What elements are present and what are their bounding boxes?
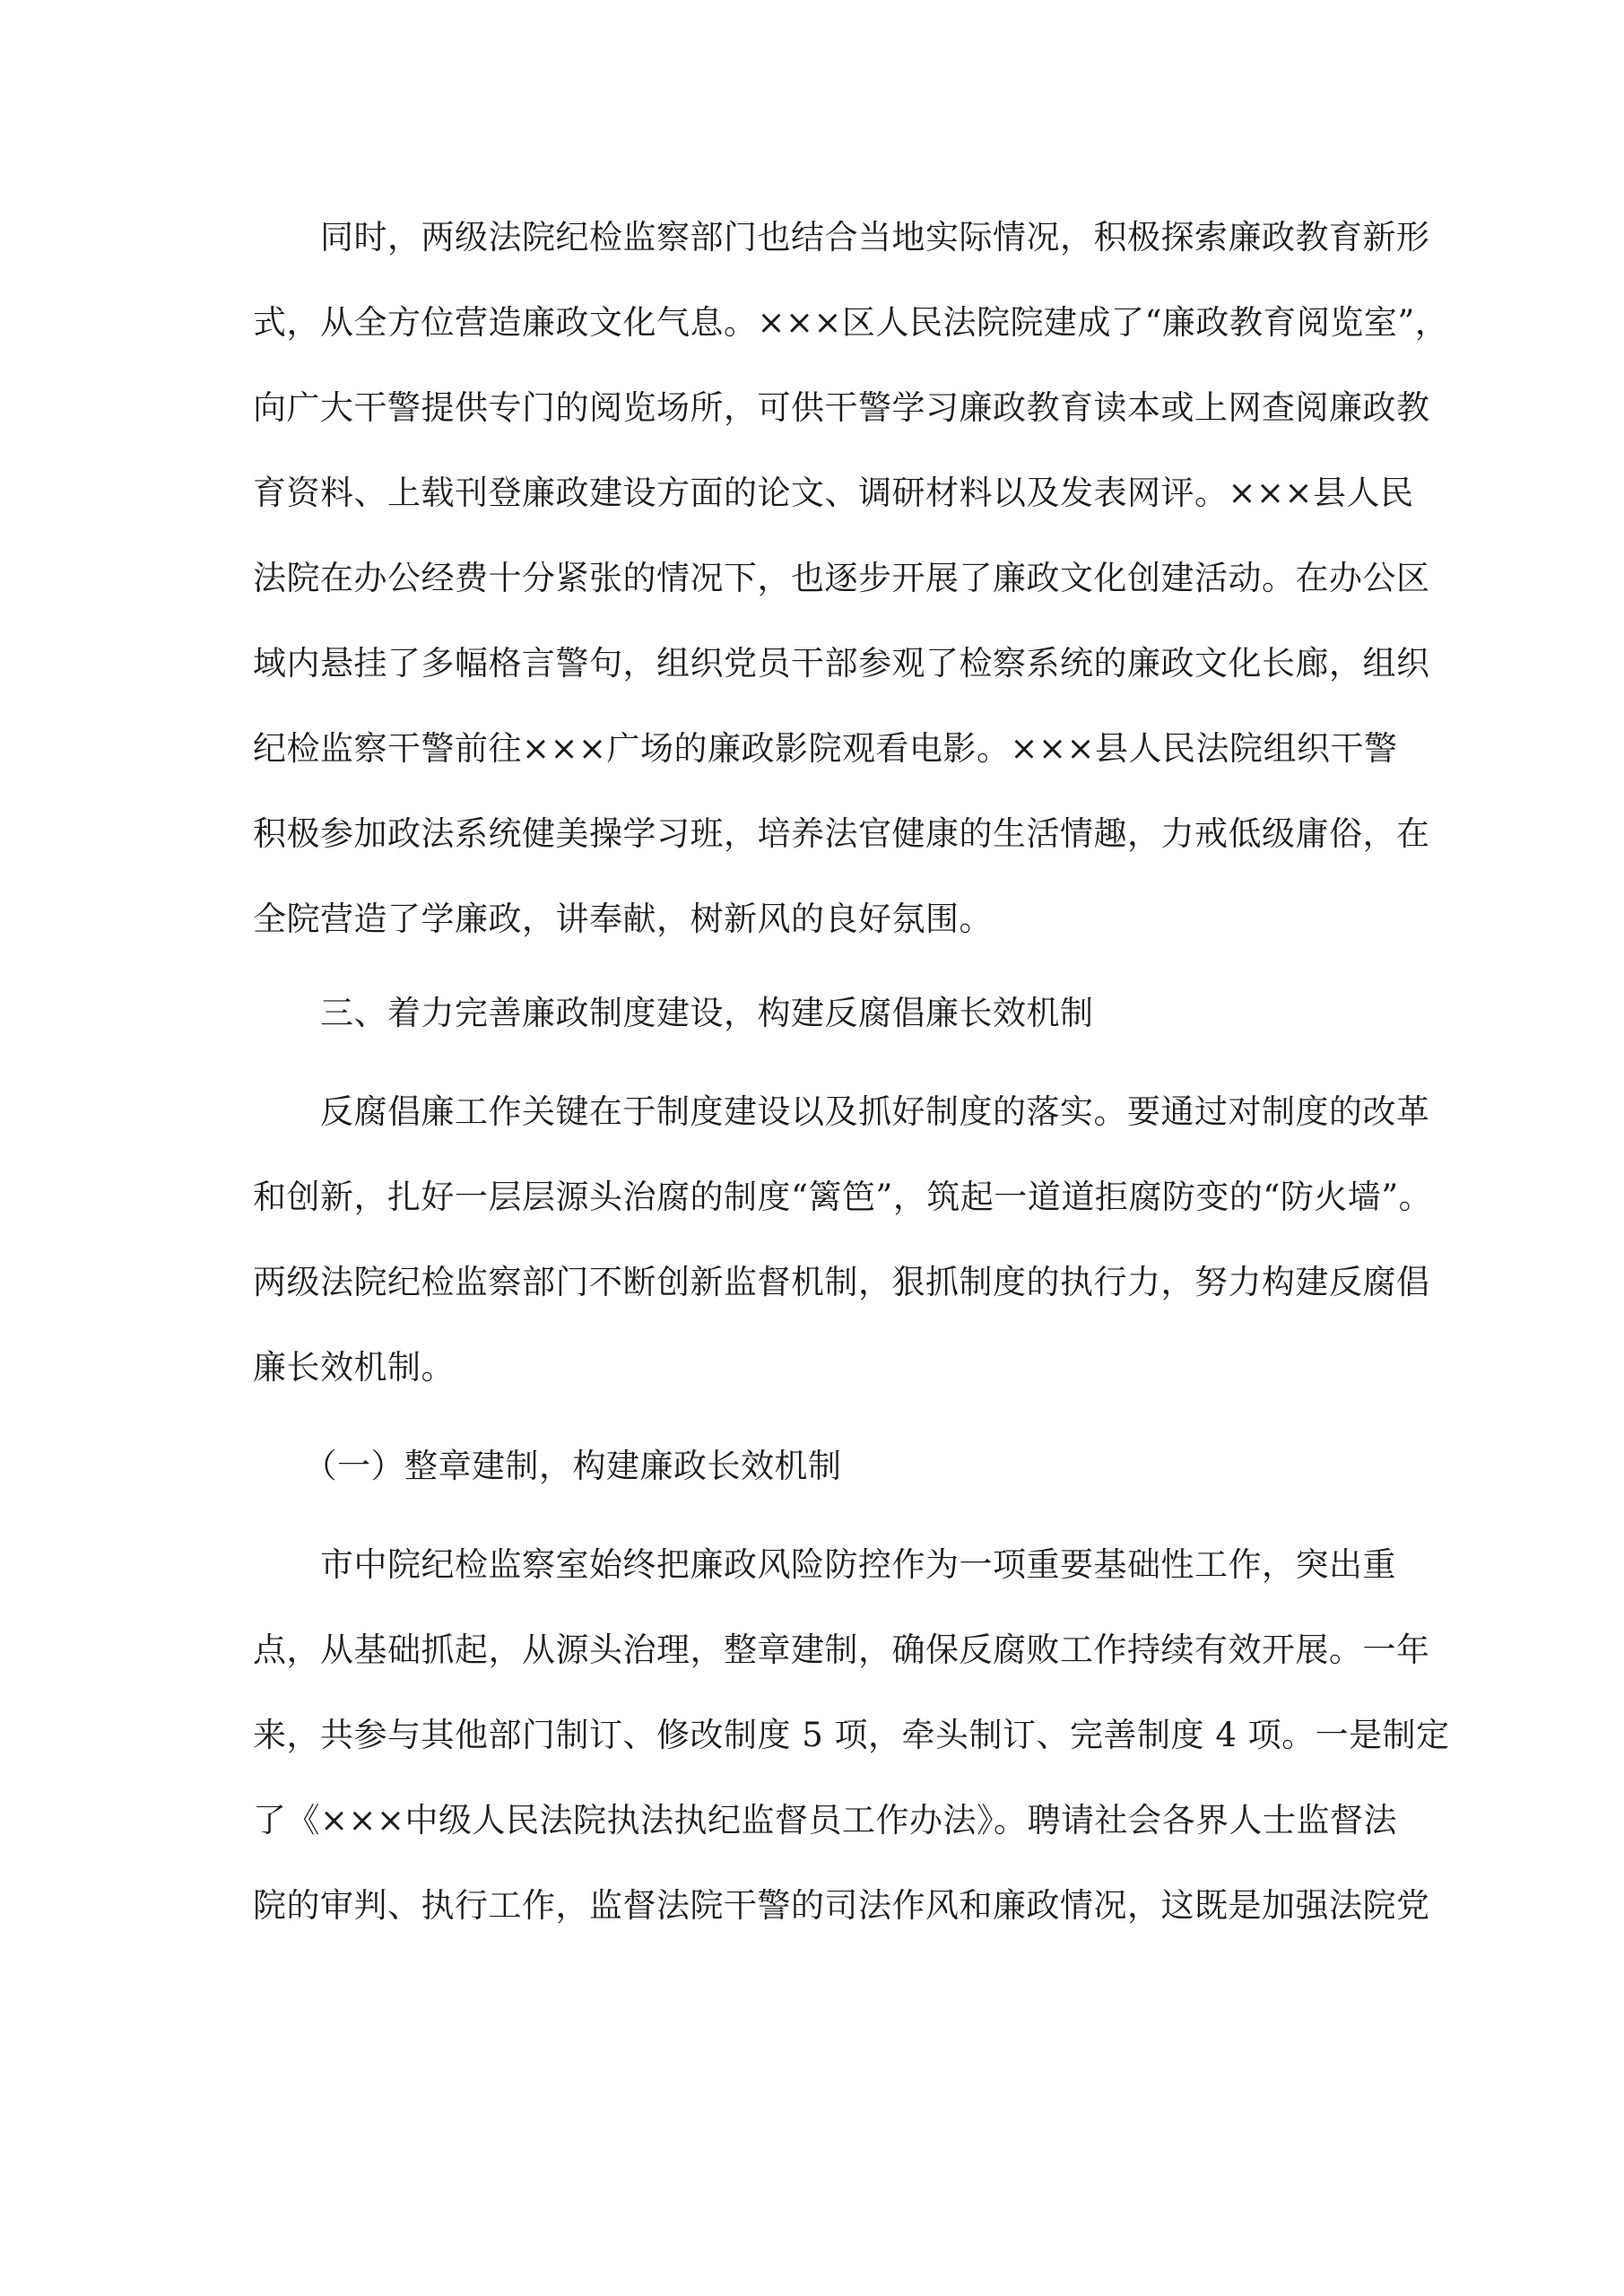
text-line: 法院在办公经费十分紧张的情况下，也逐步开展了廉政文化创建活动。在办公区 xyxy=(253,559,1430,597)
text-line: 纪检监察干警前往×××广场的廉政影院观看电影。×××县人民法院组织干警 xyxy=(253,729,1398,768)
text-line: 了《×××中级人民法院执法执纪监督员工作办法》。聘请社会各界人士监督法 xyxy=(253,1801,1398,1839)
text-line: 点，从基础抓起，从源头治理，整章建制，确保反腐败工作持续有效开展。一年 xyxy=(253,1631,1430,1669)
text-line: 向广大干警提供专门的阅览场所，可供干警学习廉政教育读本或上网查阅廉政教 xyxy=(253,388,1430,427)
subsection-heading: （一）整章建制，构建廉政长效机制 xyxy=(253,1447,842,1485)
text-line: 积极参加政法系统健美操学习班，培养法官健康的生活情趣，力戒低级庸俗，在 xyxy=(253,814,1430,853)
text-line: 式，从全方位营造廉政文化气息。×××区人民法院院建成了“廉政教育阅览室”， xyxy=(253,303,1449,342)
text-line: 同时，两级法院纪检监察部门也结合当地实际情况，积极探索廉政教育新形 xyxy=(253,218,1430,257)
section-heading: 三、着力完善廉政制度建设，构建反腐倡廉长效机制 xyxy=(253,994,1094,1032)
text-line: 反腐倡廉工作关键在于制度建设以及抓好制度的落实。要通过对制度的改革 xyxy=(253,1092,1430,1131)
text-line: 域内悬挂了多幅格言警句，组织党员干部参观了检察系统的廉政文化长廊，组织 xyxy=(253,644,1430,683)
text-line: 全院营造了学廉政，讲奉献，树新风的良好氛围。 xyxy=(253,900,993,938)
text-line: 市中院纪检监察室始终把廉政风险防控作为一项重要基础性工作，突出重 xyxy=(253,1545,1396,1584)
text-line: 育资料、上载刊登廉政建设方面的论文、调研材料以及发表网评。×××县人民 xyxy=(253,474,1414,512)
text-line: 和创新，扎好一层层源头治腐的制度“篱笆”，筑起一道道拒腐防变的“防火墙”。 xyxy=(253,1178,1433,1216)
text-line: 廉长效机制。 xyxy=(253,1348,455,1387)
text-line: 院的审判、执行工作，监督法院干警的司法作风和廉政情况，这既是加强法院党 xyxy=(253,1886,1430,1925)
text-line: 两级法院纪检监察部门不断创新监督机制，狠抓制度的执行力，努力构建反腐倡 xyxy=(253,1263,1430,1301)
text-line: 来，共参与其他部门制订、修改制度 5 项，牵头制订、完善制度 4 项。一是制定 xyxy=(253,1716,1450,1754)
